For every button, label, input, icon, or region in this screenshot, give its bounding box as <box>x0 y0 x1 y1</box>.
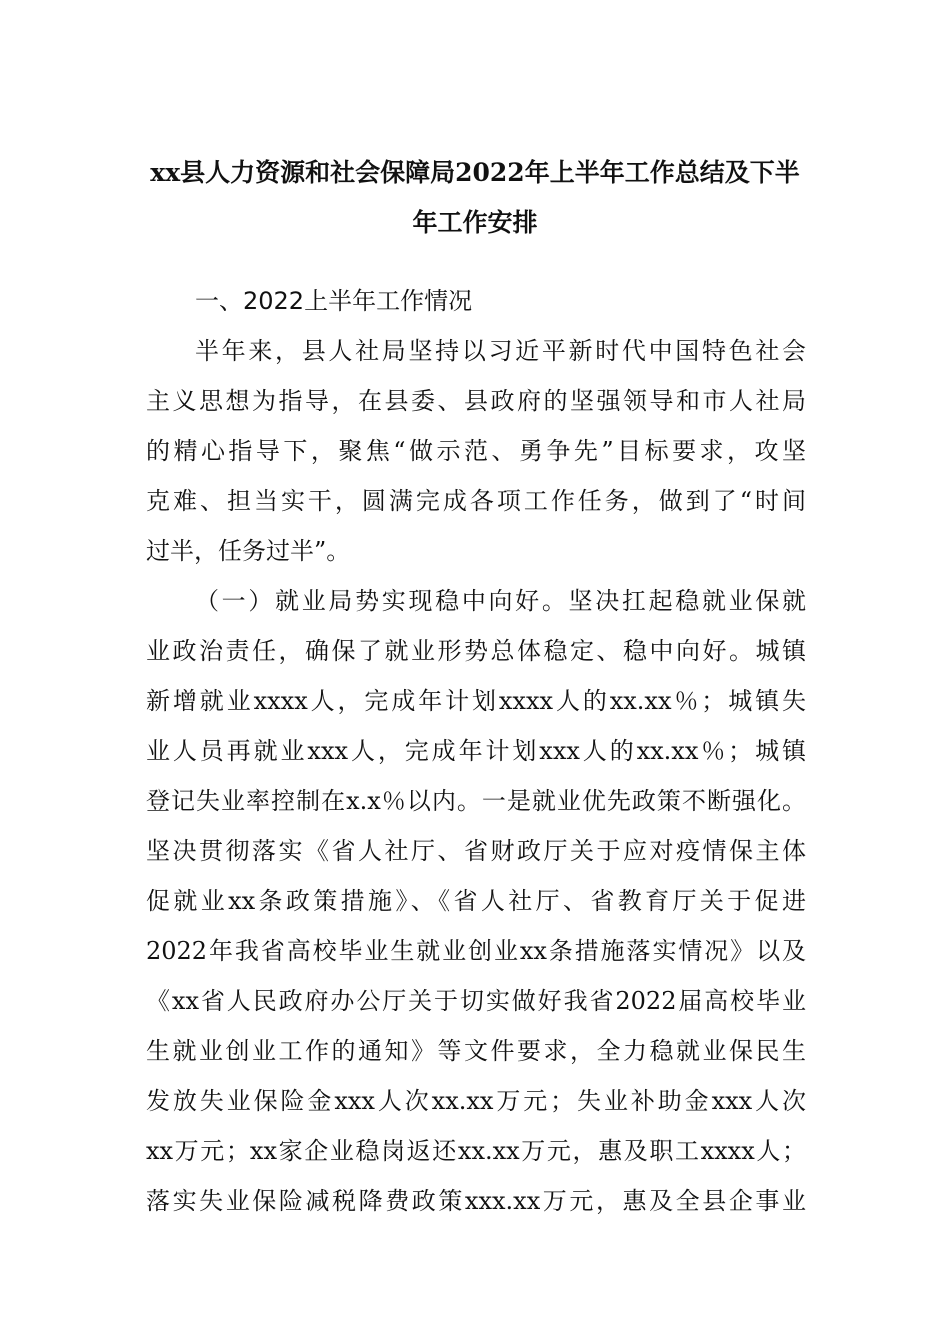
paragraph-1-line: 的精心指导下，聚焦“做示范、勇争先”目标要求，攻坚 <box>146 437 806 465</box>
paragraph-2-line: 2022年我省高校毕业生就业创业xx条措施落实情况》以及 <box>146 937 806 965</box>
paragraph-2-line: 生就业创业工作的通知》等文件要求，全力稳就业保民生 <box>146 1037 806 1065</box>
paragraph-2-line: 落实失业保险减税降费政策xxx.xx万元，惠及全县企事业 <box>146 1187 806 1215</box>
document-title-line-2: 年工作安排 <box>412 208 538 237</box>
document-title-line-1: xx县人力资源和社会保障局2022年上半年工作总结及下半 <box>150 158 800 187</box>
paragraph-2-line: 业政治责任，确保了就业形势总体稳定、稳中向好。城镇 <box>146 637 806 665</box>
paragraph-2-line: （一）就业局势实现稳中向好。坚决扛起稳就业保就 <box>195 587 806 615</box>
paragraph-1-line: 克难、担当实干，圆满完成各项工作任务，做到了“时间 <box>146 487 806 515</box>
paragraph-2-line: 促就业xx条政策措施》、《省人社厅、省教育厅关于促进 <box>146 887 806 915</box>
paragraph-2-line: 新增就业xxxx人，完成年计划xxxx人的xx.xx％；城镇失 <box>146 687 806 715</box>
paragraph-2-line: xx万元；xx家企业稳岗返还xx.xx万元，惠及职工xxxx人； <box>146 1137 806 1165</box>
paragraph-1-line: 半年来，县人社局坚持以习近平新时代中国特色社会 <box>195 337 806 365</box>
paragraph-2-line: 登记失业率控制在x.x％以内。一是就业优先政策不断强化。 <box>146 787 806 815</box>
paragraph-2-line: 发放失业保险金xxx人次xx.xx万元；失业补助金xxx人次 <box>146 1087 806 1115</box>
paragraph-2-line: 坚决贯彻落实《省人社厅、省财政厅关于应对疫情保主体 <box>146 837 806 865</box>
paragraph-1-line: 过半，任务过半”。 <box>146 537 351 565</box>
paragraph-2-line: 业人员再就业xxx人，完成年计划xxx人的xx.xx％；城镇 <box>146 737 806 765</box>
section-heading: 一、2022上半年工作情况 <box>195 287 473 315</box>
paragraph-1-line: 主义思想为指导，在县委、县政府的坚强领导和市人社局 <box>146 387 806 415</box>
paragraph-2-line: 《xx省人民政府办公厅关于切实做好我省2022届高校毕业 <box>146 987 806 1015</box>
